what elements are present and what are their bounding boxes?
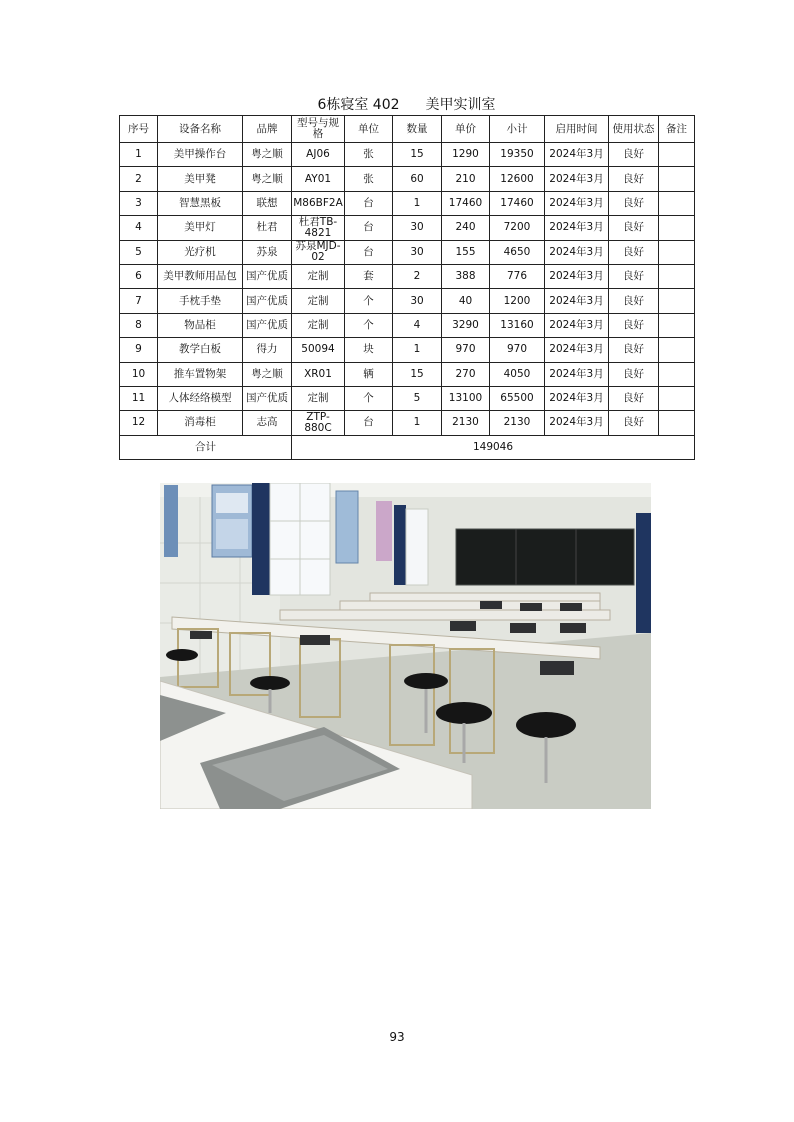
table-cell: 2024年3月 (545, 191, 609, 215)
table-row (120, 167, 695, 191)
table-cell: 9 (120, 338, 158, 362)
table-cell: 270 (442, 362, 490, 386)
table-cell: 良好 (609, 167, 659, 191)
table-cell: 2024年3月 (545, 411, 609, 435)
table-title (119, 95, 694, 115)
table-row (120, 338, 695, 362)
table-cell: AY01 (292, 167, 345, 191)
table-cell: 240 (442, 216, 490, 240)
table-cell: 苏泉MJD-02 (292, 240, 345, 264)
table-cell: 1 (393, 191, 442, 215)
table-cell: 17460 (442, 191, 490, 215)
table-row (120, 289, 695, 313)
table-cell: 2024年3月 (545, 289, 609, 313)
table-cell: 良好 (609, 289, 659, 313)
table-cell: 块 (345, 338, 393, 362)
table-cell: ZTP-880C (292, 411, 345, 435)
table-cell: 个 (345, 386, 393, 410)
table-cell: 8 (120, 313, 158, 337)
classroom-illustration (160, 483, 651, 809)
table-cell: 智慧黑板 (158, 191, 243, 215)
table-cell: 2024年3月 (545, 338, 609, 362)
table-row (120, 362, 695, 386)
header-cell: 备注 (659, 116, 695, 143)
table-cell (659, 167, 695, 191)
table-cell: 2024年3月 (545, 143, 609, 167)
table-cell: 2024年3月 (545, 240, 609, 264)
table-cell: 定制 (292, 264, 345, 288)
table-cell: 套 (345, 264, 393, 288)
table-cell: 11 (120, 386, 158, 410)
table-cell: 物品柜 (158, 313, 243, 337)
table-cell (659, 338, 695, 362)
table-cell: 台 (345, 191, 393, 215)
table-cell: 970 (442, 338, 490, 362)
table-cell (659, 362, 695, 386)
total-row (120, 435, 695, 459)
table-cell: 张 (345, 143, 393, 167)
table-cell: 30 (393, 216, 442, 240)
header-cell: 设备名称 (158, 116, 243, 143)
table-cell: 155 (442, 240, 490, 264)
table-cell: 17460 (490, 191, 545, 215)
table-cell: 2024年3月 (545, 313, 609, 337)
header-cell: 单价 (442, 116, 490, 143)
table-cell: 良好 (609, 143, 659, 167)
table-cell: 19350 (490, 143, 545, 167)
table-cell: 良好 (609, 216, 659, 240)
table-cell: 得力 (243, 338, 292, 362)
table-cell: 60 (393, 167, 442, 191)
table-row (120, 313, 695, 337)
table-cell: 定制 (292, 386, 345, 410)
table-cell: 美甲凳 (158, 167, 243, 191)
classroom-photo (160, 483, 651, 809)
table-cell (659, 289, 695, 313)
table-cell: 苏泉 (243, 240, 292, 264)
table-row (120, 386, 695, 410)
table-cell: 志高 (243, 411, 292, 435)
header-cell: 数量 (393, 116, 442, 143)
table-cell: 7200 (490, 216, 545, 240)
table-cell: 粤之顺 (243, 143, 292, 167)
table-cell: 人体经络模型 (158, 386, 243, 410)
table-cell: 3 (120, 191, 158, 215)
page-number: 93 (389, 1030, 405, 1044)
table-row (120, 143, 695, 167)
table-cell: 光疗机 (158, 240, 243, 264)
table-cell: 国产优质 (243, 313, 292, 337)
table-row (120, 411, 695, 435)
table-cell (659, 313, 695, 337)
table-cell (659, 386, 695, 410)
table-cell (659, 240, 695, 264)
table-cell: 12 (120, 411, 158, 435)
total-label: 合计 (120, 435, 292, 459)
table-cell: 手枕手垫 (158, 289, 243, 313)
table-cell: 30 (393, 289, 442, 313)
table-cell: 4 (393, 313, 442, 337)
table-cell: 粤之顺 (243, 362, 292, 386)
table-cell: 776 (490, 264, 545, 288)
table-cell: 13100 (442, 386, 490, 410)
table-cell (659, 216, 695, 240)
table-cell: 1 (393, 338, 442, 362)
table-cell: 50094 (292, 338, 345, 362)
table-cell: 台 (345, 240, 393, 264)
table-cell: 2130 (442, 411, 490, 435)
table-cell: 消毒柜 (158, 411, 243, 435)
header-cell: 品牌 (243, 116, 292, 143)
table-cell: 辆 (345, 362, 393, 386)
table-cell: 美甲灯 (158, 216, 243, 240)
table-cell: 杜君TB-4821 (292, 216, 345, 240)
table-cell: 210 (442, 167, 490, 191)
table-cell: 良好 (609, 338, 659, 362)
table-cell: 良好 (609, 264, 659, 288)
table-cell (659, 143, 695, 167)
table-cell: 个 (345, 289, 393, 313)
table-cell: 美甲教师用品包 (158, 264, 243, 288)
room-name: 美甲实训室 (425, 97, 496, 113)
table-cell: 国产优质 (243, 264, 292, 288)
header-cell: 使用状态 (609, 116, 659, 143)
total-value: 149046 (292, 435, 695, 459)
table-cell: 1 (120, 143, 158, 167)
header-cell: 型号与规格 (292, 116, 345, 143)
table-cell: 台 (345, 411, 393, 435)
table-row (120, 191, 695, 215)
table-cell: 良好 (609, 191, 659, 215)
table-cell: 2 (393, 264, 442, 288)
table-cell: 6 (120, 264, 158, 288)
table-cell: 970 (490, 338, 545, 362)
table-row (120, 216, 695, 240)
equipment-table (119, 115, 695, 460)
table-cell: 10 (120, 362, 158, 386)
table-cell: 388 (442, 264, 490, 288)
table-cell: 5 (120, 240, 158, 264)
table-cell: 良好 (609, 386, 659, 410)
header-cell: 单位 (345, 116, 393, 143)
table-cell: 个 (345, 313, 393, 337)
table-cell: 1 (393, 411, 442, 435)
table-cell: 2024年3月 (545, 362, 609, 386)
table-row (120, 240, 695, 264)
table-cell: 2 (120, 167, 158, 191)
table-cell: 1200 (490, 289, 545, 313)
table-cell: 4650 (490, 240, 545, 264)
table-cell: 2024年3月 (545, 216, 609, 240)
header-cell: 小计 (490, 116, 545, 143)
table-cell: 张 (345, 167, 393, 191)
table-cell (659, 191, 695, 215)
table-cell: 2130 (490, 411, 545, 435)
table-cell: 定制 (292, 313, 345, 337)
table-cell: 良好 (609, 313, 659, 337)
table-cell (659, 411, 695, 435)
table-cell: 4050 (490, 362, 545, 386)
table-cell: 2024年3月 (545, 386, 609, 410)
table-cell: 国产优质 (243, 386, 292, 410)
header-cell: 启用时间 (545, 116, 609, 143)
table-cell: 教学白板 (158, 338, 243, 362)
table-header-row (120, 116, 695, 143)
room-label: 6栋寝室 402 (317, 97, 400, 113)
table-cell: 7 (120, 289, 158, 313)
table-cell: 台 (345, 216, 393, 240)
table-cell: 15 (393, 143, 442, 167)
table-cell: 4 (120, 216, 158, 240)
table-cell: 定制 (292, 289, 345, 313)
table-cell: 杜君 (243, 216, 292, 240)
table-cell: M86BF2A (292, 191, 345, 215)
table-cell: 15 (393, 362, 442, 386)
table-cell: 国产优质 (243, 289, 292, 313)
table-cell: 良好 (609, 240, 659, 264)
table-cell: 5 (393, 386, 442, 410)
table-cell: 美甲操作台 (158, 143, 243, 167)
table-cell: 推车置物架 (158, 362, 243, 386)
table-cell: AJ06 (292, 143, 345, 167)
table-cell (659, 264, 695, 288)
table-cell: 3290 (442, 313, 490, 337)
table-cell: 30 (393, 240, 442, 264)
table-cell: 13160 (490, 313, 545, 337)
table-cell: XR01 (292, 362, 345, 386)
table-cell: 12600 (490, 167, 545, 191)
table-cell: 粤之顺 (243, 167, 292, 191)
header-cell: 序号 (120, 116, 158, 143)
table-cell: 良好 (609, 411, 659, 435)
table-cell: 联想 (243, 191, 292, 215)
table-cell: 良好 (609, 362, 659, 386)
table-cell: 1290 (442, 143, 490, 167)
table-cell: 2024年3月 (545, 167, 609, 191)
table-cell: 2024年3月 (545, 264, 609, 288)
table-cell: 65500 (490, 386, 545, 410)
table-row (120, 264, 695, 288)
table-cell: 40 (442, 289, 490, 313)
